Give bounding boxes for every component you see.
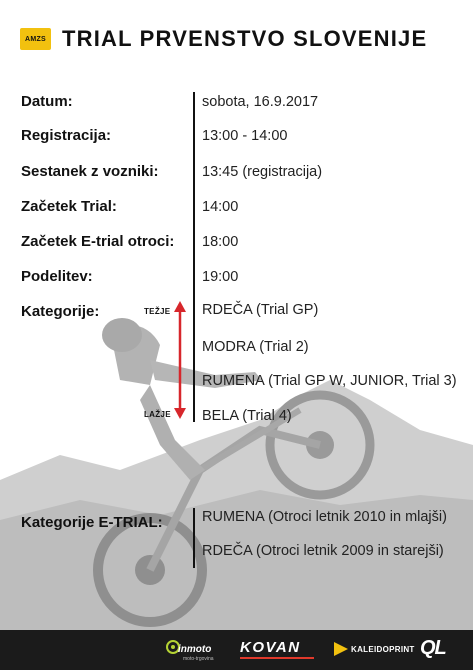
kaleidoprint-logo-icon — [334, 642, 348, 656]
amzs-logo: AMZS — [20, 28, 51, 50]
trial-start-label: Začetek Trial: — [21, 198, 117, 215]
harder-label: TEŽJE — [144, 307, 171, 316]
schedule-divider — [193, 92, 195, 422]
sponsor-kovan: KOVAN — [240, 639, 301, 656]
etrial-category-item: RDEČA (Otroci letnik 2009 in starejši) — [202, 543, 444, 559]
etrial-kids-start-label: Začetek E-trial otroci: — [21, 233, 175, 250]
category-item: MODRA (Trial 2) — [202, 339, 309, 355]
easier-label: LAŽJE — [144, 410, 171, 419]
date-value: sobota, 16.9.2017 — [202, 94, 319, 110]
sponsor-kaleidoprint: KALEIDOPRINT — [351, 645, 415, 654]
registration-value: 13:00 - 14:00 — [202, 128, 288, 144]
etrial-kids-start-value: 18:00 — [202, 234, 239, 250]
category-item: RDEČA (Trial GP) — [202, 302, 319, 318]
riders-meeting-value: 13:45 (registracija) — [202, 164, 323, 180]
trial-start-value: 14:00 — [202, 199, 239, 215]
etrial-divider — [193, 508, 195, 568]
sponsor-inmoto: inmoto — [178, 644, 212, 655]
sponsor-footer — [0, 630, 473, 670]
etrial-category-item: RUMENA (Otroci letnik 2010 in mlajši) — [202, 509, 447, 525]
category-item: RUMENA (Trial GP W, JUNIOR, Trial 3) — [202, 373, 457, 389]
registration-label: Registracija: — [21, 127, 112, 144]
page-title: TRIAL PRVENSTVO SLOVENIJE — [62, 26, 428, 51]
category-item: BELA (Trial 4) — [202, 408, 292, 424]
award-ceremony-label: Podelitev: — [21, 268, 93, 285]
riders-meeting-label: Sestanek z vozniki: — [21, 163, 159, 180]
kovan-underline — [240, 657, 314, 659]
date-label: Datum: — [21, 93, 73, 110]
difficulty-arrow-icon — [172, 301, 188, 419]
sponsor-ql-logo: QL — [420, 637, 446, 659]
etrial-categories-label: Kategorije E-TRIAL: — [21, 514, 163, 531]
sponsor-inmoto-tagline: moto-trgovina — [183, 656, 214, 662]
categories-label: Kategorije: — [21, 303, 100, 320]
award-ceremony-value: 19:00 — [202, 269, 239, 285]
